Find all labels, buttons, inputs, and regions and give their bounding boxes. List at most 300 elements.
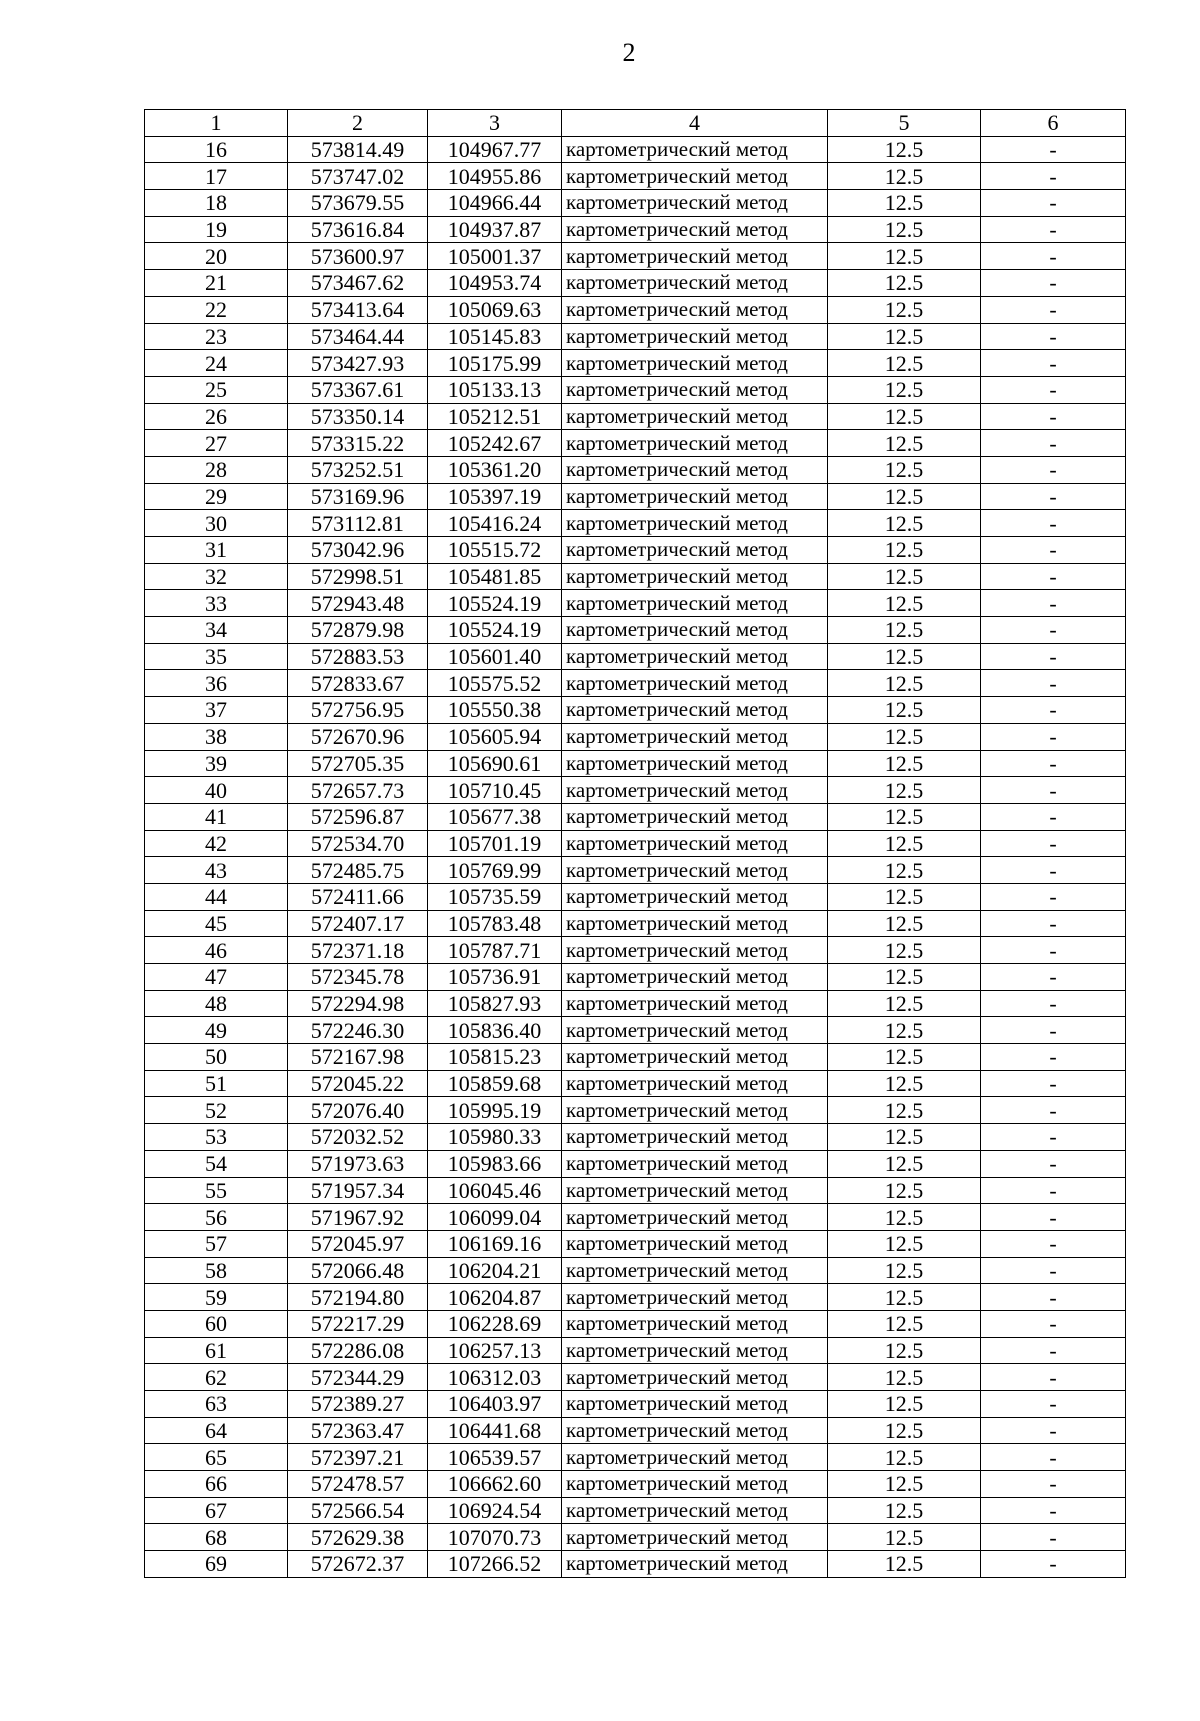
method-cell: картометрический метод — [562, 1257, 828, 1284]
table-row — [145, 697, 1126, 724]
table-row — [145, 883, 1126, 910]
method-cell: картометрический метод — [562, 430, 828, 457]
point-number-cell: 33 — [145, 590, 288, 617]
point-number-cell: 55 — [145, 1177, 288, 1204]
coordinate-x-cell: 572363.47 — [288, 1417, 428, 1444]
accuracy-cell: 12.5 — [828, 1044, 981, 1071]
table-row — [145, 270, 1126, 297]
accuracy-cell: 12.5 — [828, 376, 981, 403]
table-row — [145, 190, 1126, 217]
coordinate-x-cell: 572397.21 — [288, 1444, 428, 1471]
point-number-cell: 49 — [145, 1017, 288, 1044]
note-cell: - — [981, 617, 1126, 644]
method-cell: картометрический метод — [562, 723, 828, 750]
table-row — [145, 1017, 1126, 1044]
accuracy-cell: 12.5 — [828, 617, 981, 644]
point-number-cell: 61 — [145, 1337, 288, 1364]
coordinate-x-cell: 573315.22 — [288, 430, 428, 457]
column-header: 6 — [981, 110, 1126, 137]
coordinate-y-cell: 106169.16 — [428, 1230, 562, 1257]
coordinate-x-cell: 572756.95 — [288, 697, 428, 724]
table-row — [145, 590, 1126, 617]
method-cell: картометрический метод — [562, 857, 828, 884]
point-number-cell: 22 — [145, 296, 288, 323]
coordinate-x-cell: 571967.92 — [288, 1204, 428, 1231]
coordinate-y-cell: 104967.77 — [428, 136, 562, 163]
column-header: 2 — [288, 110, 428, 137]
method-cell: картометрический метод — [562, 964, 828, 991]
method-cell: картометрический метод — [562, 483, 828, 510]
note-cell: - — [981, 1497, 1126, 1524]
coordinate-x-cell: 573747.02 — [288, 163, 428, 190]
note-cell: - — [981, 510, 1126, 537]
coordinate-y-cell: 107266.52 — [428, 1551, 562, 1578]
method-cell: картометрический метод — [562, 296, 828, 323]
point-number-cell: 36 — [145, 670, 288, 697]
table-row — [145, 163, 1126, 190]
note-cell: - — [981, 590, 1126, 617]
method-cell: картометрический метод — [562, 777, 828, 804]
accuracy-cell: 12.5 — [828, 1310, 981, 1337]
method-cell: картометрический метод — [562, 1364, 828, 1391]
point-number-cell: 35 — [145, 643, 288, 670]
coordinate-y-cell: 105416.24 — [428, 510, 562, 537]
point-number-cell: 27 — [145, 430, 288, 457]
point-number-cell: 44 — [145, 883, 288, 910]
accuracy-cell: 12.5 — [828, 1444, 981, 1471]
point-number-cell: 42 — [145, 830, 288, 857]
table-row — [145, 1337, 1126, 1364]
method-cell: картометрический метод — [562, 1391, 828, 1418]
point-number-cell: 48 — [145, 990, 288, 1017]
coordinate-x-cell: 571957.34 — [288, 1177, 428, 1204]
note-cell: - — [981, 1204, 1126, 1231]
point-number-cell: 34 — [145, 617, 288, 644]
note-cell: - — [981, 1097, 1126, 1124]
coordinate-y-cell: 105677.38 — [428, 803, 562, 830]
note-cell: - — [981, 190, 1126, 217]
note-cell: - — [981, 1177, 1126, 1204]
column-header: 5 — [828, 110, 981, 137]
coordinate-y-cell: 105242.67 — [428, 430, 562, 457]
table-row — [145, 1310, 1126, 1337]
method-cell: картометрический метод — [562, 617, 828, 644]
coordinate-y-cell: 105175.99 — [428, 350, 562, 377]
accuracy-cell: 12.5 — [828, 590, 981, 617]
note-cell: - — [981, 910, 1126, 937]
point-number-cell: 37 — [145, 697, 288, 724]
note-cell: - — [981, 1391, 1126, 1418]
coordinate-y-cell: 105001.37 — [428, 243, 562, 270]
point-number-cell: 18 — [145, 190, 288, 217]
note-cell: - — [981, 1471, 1126, 1498]
table-row — [145, 1230, 1126, 1257]
table-row — [145, 376, 1126, 403]
point-number-cell: 26 — [145, 403, 288, 430]
note-cell: - — [981, 403, 1126, 430]
method-cell: картометрический метод — [562, 1017, 828, 1044]
method-cell: картометрический метод — [562, 1444, 828, 1471]
column-header: 4 — [562, 110, 828, 137]
table-row — [145, 750, 1126, 777]
coordinate-y-cell: 105212.51 — [428, 403, 562, 430]
accuracy-cell: 12.5 — [828, 403, 981, 430]
accuracy-cell: 12.5 — [828, 750, 981, 777]
table-row — [145, 1524, 1126, 1551]
coordinate-y-cell: 104966.44 — [428, 190, 562, 217]
accuracy-cell: 12.5 — [828, 1124, 981, 1151]
table-row — [145, 537, 1126, 564]
table-row — [145, 1150, 1126, 1177]
note-cell: - — [981, 803, 1126, 830]
table-row — [145, 1044, 1126, 1071]
table-row — [145, 1070, 1126, 1097]
coordinate-y-cell: 105736.91 — [428, 964, 562, 991]
coordinate-x-cell: 572657.73 — [288, 777, 428, 804]
point-number-cell: 57 — [145, 1230, 288, 1257]
note-cell: - — [981, 1044, 1126, 1071]
method-cell: картометрический метод — [562, 510, 828, 537]
table-row — [145, 1551, 1126, 1578]
coordinate-x-cell: 572246.30 — [288, 1017, 428, 1044]
coordinate-x-cell: 572344.29 — [288, 1364, 428, 1391]
point-number-cell: 24 — [145, 350, 288, 377]
coordinate-x-cell: 572217.29 — [288, 1310, 428, 1337]
coordinate-x-cell: 572411.66 — [288, 883, 428, 910]
column-header: 3 — [428, 110, 562, 137]
coordinate-x-cell: 572705.35 — [288, 750, 428, 777]
accuracy-cell: 12.5 — [828, 350, 981, 377]
coordinate-y-cell: 105836.40 — [428, 1017, 562, 1044]
note-cell: - — [981, 296, 1126, 323]
point-number-cell: 23 — [145, 323, 288, 350]
method-cell: картометрический метод — [562, 216, 828, 243]
table-row — [145, 403, 1126, 430]
table-row — [145, 510, 1126, 537]
table-row — [145, 1204, 1126, 1231]
accuracy-cell: 12.5 — [828, 883, 981, 910]
accuracy-cell: 12.5 — [828, 830, 981, 857]
table-row — [145, 1444, 1126, 1471]
point-number-cell: 66 — [145, 1471, 288, 1498]
coordinate-x-cell: 572032.52 — [288, 1124, 428, 1151]
note-cell: - — [981, 857, 1126, 884]
accuracy-cell: 12.5 — [828, 1017, 981, 1044]
method-cell: картометрический метод — [562, 697, 828, 724]
accuracy-cell: 12.5 — [828, 323, 981, 350]
table-row — [145, 456, 1126, 483]
coordinate-x-cell: 572629.38 — [288, 1524, 428, 1551]
method-cell: картометрический метод — [562, 537, 828, 564]
coordinate-y-cell: 105701.19 — [428, 830, 562, 857]
coordinate-y-cell: 106204.21 — [428, 1257, 562, 1284]
table-row — [145, 1497, 1126, 1524]
coordinate-y-cell: 105995.19 — [428, 1097, 562, 1124]
coordinate-x-cell: 573464.44 — [288, 323, 428, 350]
coordinate-y-cell: 106099.04 — [428, 1204, 562, 1231]
coordinate-y-cell: 104953.74 — [428, 270, 562, 297]
table-row — [145, 670, 1126, 697]
accuracy-cell: 12.5 — [828, 1150, 981, 1177]
note-cell: - — [981, 243, 1126, 270]
accuracy-cell: 12.5 — [828, 670, 981, 697]
coordinate-x-cell: 573350.14 — [288, 403, 428, 430]
method-cell: картометрический метод — [562, 1337, 828, 1364]
point-number-cell: 41 — [145, 803, 288, 830]
coordinate-y-cell: 106403.97 — [428, 1391, 562, 1418]
table-row — [145, 643, 1126, 670]
method-cell: картометрический метод — [562, 1310, 828, 1337]
point-number-cell: 17 — [145, 163, 288, 190]
coordinate-x-cell: 573814.49 — [288, 136, 428, 163]
method-cell: картометрический метод — [562, 1284, 828, 1311]
method-cell: картометрический метод — [562, 1124, 828, 1151]
column-header: 1 — [145, 110, 288, 137]
accuracy-cell: 12.5 — [828, 1177, 981, 1204]
table-row — [145, 350, 1126, 377]
coordinate-y-cell: 105859.68 — [428, 1070, 562, 1097]
method-cell: картометрический метод — [562, 1070, 828, 1097]
accuracy-cell: 12.5 — [828, 483, 981, 510]
coordinate-y-cell: 105735.59 — [428, 883, 562, 910]
accuracy-cell: 12.5 — [828, 216, 981, 243]
coordinate-x-cell: 573042.96 — [288, 537, 428, 564]
coordinate-x-cell: 572389.27 — [288, 1391, 428, 1418]
table-row — [145, 990, 1126, 1017]
note-cell: - — [981, 563, 1126, 590]
method-cell: картометрический метод — [562, 1524, 828, 1551]
coordinate-y-cell: 105605.94 — [428, 723, 562, 750]
note-cell: - — [981, 1070, 1126, 1097]
header-row — [145, 110, 1126, 137]
note-cell: - — [981, 430, 1126, 457]
note-cell: - — [981, 1337, 1126, 1364]
method-cell: картометрический метод — [562, 456, 828, 483]
table-row — [145, 937, 1126, 964]
method-cell: картометрический метод — [562, 883, 828, 910]
coordinate-x-cell: 572045.97 — [288, 1230, 428, 1257]
coordinate-x-cell: 572407.17 — [288, 910, 428, 937]
point-number-cell: 50 — [145, 1044, 288, 1071]
coordinate-x-cell: 572066.48 — [288, 1257, 428, 1284]
method-cell: картометрический метод — [562, 1177, 828, 1204]
coordinate-y-cell: 106441.68 — [428, 1417, 562, 1444]
note-cell: - — [981, 1017, 1126, 1044]
coordinate-x-cell: 572194.80 — [288, 1284, 428, 1311]
note-cell: - — [981, 1364, 1126, 1391]
point-number-cell: 69 — [145, 1551, 288, 1578]
coordinate-y-cell: 107070.73 — [428, 1524, 562, 1551]
coordinate-y-cell: 105524.19 — [428, 617, 562, 644]
point-number-cell: 39 — [145, 750, 288, 777]
table-row — [145, 1257, 1126, 1284]
accuracy-cell: 12.5 — [828, 430, 981, 457]
method-cell: картометрический метод — [562, 670, 828, 697]
coordinate-y-cell: 105690.61 — [428, 750, 562, 777]
note-cell: - — [981, 1310, 1126, 1337]
note-cell: - — [981, 643, 1126, 670]
coordinate-x-cell: 572534.70 — [288, 830, 428, 857]
accuracy-cell: 12.5 — [828, 163, 981, 190]
coordinate-x-cell: 573169.96 — [288, 483, 428, 510]
table-row — [145, 1124, 1126, 1151]
accuracy-cell: 12.5 — [828, 1497, 981, 1524]
method-cell: картометрический метод — [562, 750, 828, 777]
note-cell: - — [981, 883, 1126, 910]
coordinate-y-cell: 105069.63 — [428, 296, 562, 323]
coordinate-y-cell: 105145.83 — [428, 323, 562, 350]
note-cell: - — [981, 990, 1126, 1017]
coordinate-x-cell: 571973.63 — [288, 1150, 428, 1177]
table-row — [145, 910, 1126, 937]
method-cell: картометрический метод — [562, 803, 828, 830]
coordinate-y-cell: 106257.13 — [428, 1337, 562, 1364]
table-row — [145, 1284, 1126, 1311]
note-cell: - — [981, 350, 1126, 377]
method-cell: картометрический метод — [562, 990, 828, 1017]
accuracy-cell: 12.5 — [828, 803, 981, 830]
table-row — [145, 1417, 1126, 1444]
method-cell: картометрический метод — [562, 937, 828, 964]
accuracy-cell: 12.5 — [828, 964, 981, 991]
coordinate-y-cell: 105787.71 — [428, 937, 562, 964]
method-cell: картометрический метод — [562, 350, 828, 377]
point-number-cell: 47 — [145, 964, 288, 991]
table-row — [145, 1177, 1126, 1204]
table-row — [145, 483, 1126, 510]
table-row — [145, 803, 1126, 830]
coordinate-x-cell: 573367.61 — [288, 376, 428, 403]
accuracy-cell: 12.5 — [828, 296, 981, 323]
point-number-cell: 45 — [145, 910, 288, 937]
coordinate-y-cell: 105515.72 — [428, 537, 562, 564]
note-cell: - — [981, 1551, 1126, 1578]
note-cell: - — [981, 323, 1126, 350]
accuracy-cell: 12.5 — [828, 537, 981, 564]
coordinate-y-cell: 106045.46 — [428, 1177, 562, 1204]
coordinate-x-cell: 572596.87 — [288, 803, 428, 830]
point-number-cell: 62 — [145, 1364, 288, 1391]
coordinate-y-cell: 105481.85 — [428, 563, 562, 590]
accuracy-cell: 12.5 — [828, 910, 981, 937]
note-cell: - — [981, 1257, 1126, 1284]
table-row — [145, 216, 1126, 243]
accuracy-cell: 12.5 — [828, 190, 981, 217]
note-cell: - — [981, 750, 1126, 777]
table-row — [145, 723, 1126, 750]
accuracy-cell: 12.5 — [828, 777, 981, 804]
coordinate-x-cell: 572670.96 — [288, 723, 428, 750]
coordinate-x-cell: 572045.22 — [288, 1070, 428, 1097]
point-number-cell: 68 — [145, 1524, 288, 1551]
coordinate-x-cell: 572345.78 — [288, 964, 428, 991]
note-cell: - — [981, 1417, 1126, 1444]
point-number-cell: 58 — [145, 1257, 288, 1284]
accuracy-cell: 12.5 — [828, 1391, 981, 1418]
coordinate-x-cell: 573112.81 — [288, 510, 428, 537]
note-cell: - — [981, 270, 1126, 297]
coordinate-y-cell: 105133.13 — [428, 376, 562, 403]
method-cell: картометрический метод — [562, 563, 828, 590]
accuracy-cell: 12.5 — [828, 937, 981, 964]
note-cell: - — [981, 1150, 1126, 1177]
table-row — [145, 1471, 1126, 1498]
accuracy-cell: 12.5 — [828, 1471, 981, 1498]
coordinate-y-cell: 106539.57 — [428, 1444, 562, 1471]
accuracy-cell: 12.5 — [828, 857, 981, 884]
coordinate-y-cell: 105710.45 — [428, 777, 562, 804]
point-number-cell: 51 — [145, 1070, 288, 1097]
coordinate-y-cell: 106662.60 — [428, 1471, 562, 1498]
note-cell: - — [981, 723, 1126, 750]
point-number-cell: 52 — [145, 1097, 288, 1124]
point-number-cell: 19 — [145, 216, 288, 243]
coordinate-y-cell: 105815.23 — [428, 1044, 562, 1071]
coordinate-y-cell: 105397.19 — [428, 483, 562, 510]
method-cell: картометрический метод — [562, 1551, 828, 1578]
coordinate-x-cell: 573252.51 — [288, 456, 428, 483]
accuracy-cell: 12.5 — [828, 1097, 981, 1124]
point-number-cell: 30 — [145, 510, 288, 537]
note-cell: - — [981, 1124, 1126, 1151]
coordinate-x-cell: 573413.64 — [288, 296, 428, 323]
point-number-cell: 38 — [145, 723, 288, 750]
note-cell: - — [981, 670, 1126, 697]
accuracy-cell: 12.5 — [828, 510, 981, 537]
note-cell: - — [981, 136, 1126, 163]
point-number-cell: 40 — [145, 777, 288, 804]
coordinate-x-cell: 572294.98 — [288, 990, 428, 1017]
note-cell: - — [981, 964, 1126, 991]
table-row — [145, 830, 1126, 857]
coordinate-y-cell: 105983.66 — [428, 1150, 562, 1177]
method-cell: картометрический метод — [562, 1417, 828, 1444]
note-cell: - — [981, 163, 1126, 190]
coordinates-table — [144, 109, 1126, 1578]
accuracy-cell: 12.5 — [828, 1337, 981, 1364]
table-row — [145, 563, 1126, 590]
accuracy-cell: 12.5 — [828, 697, 981, 724]
method-cell: картометрический метод — [562, 1471, 828, 1498]
coordinate-x-cell: 572879.98 — [288, 617, 428, 644]
point-number-cell: 43 — [145, 857, 288, 884]
point-number-cell: 65 — [145, 1444, 288, 1471]
note-cell: - — [981, 1524, 1126, 1551]
table-row — [145, 243, 1126, 270]
page-number: 2 — [622, 38, 636, 67]
note-cell: - — [981, 1284, 1126, 1311]
note-cell: - — [981, 697, 1126, 724]
accuracy-cell: 12.5 — [828, 643, 981, 670]
method-cell: картометрический метод — [562, 1097, 828, 1124]
note-cell: - — [981, 777, 1126, 804]
accuracy-cell: 12.5 — [828, 1417, 981, 1444]
coordinate-y-cell: 106312.03 — [428, 1364, 562, 1391]
table-row — [145, 857, 1126, 884]
accuracy-cell: 12.5 — [828, 1524, 981, 1551]
coordinate-x-cell: 572943.48 — [288, 590, 428, 617]
accuracy-cell: 12.5 — [828, 270, 981, 297]
table-row — [145, 1097, 1126, 1124]
accuracy-cell: 12.5 — [828, 1364, 981, 1391]
point-number-cell: 53 — [145, 1124, 288, 1151]
coordinate-y-cell: 106228.69 — [428, 1310, 562, 1337]
coordinate-y-cell: 104955.86 — [428, 163, 562, 190]
coordinate-y-cell: 106204.87 — [428, 1284, 562, 1311]
table-row — [145, 964, 1126, 991]
point-number-cell: 29 — [145, 483, 288, 510]
coordinate-y-cell: 105827.93 — [428, 990, 562, 1017]
